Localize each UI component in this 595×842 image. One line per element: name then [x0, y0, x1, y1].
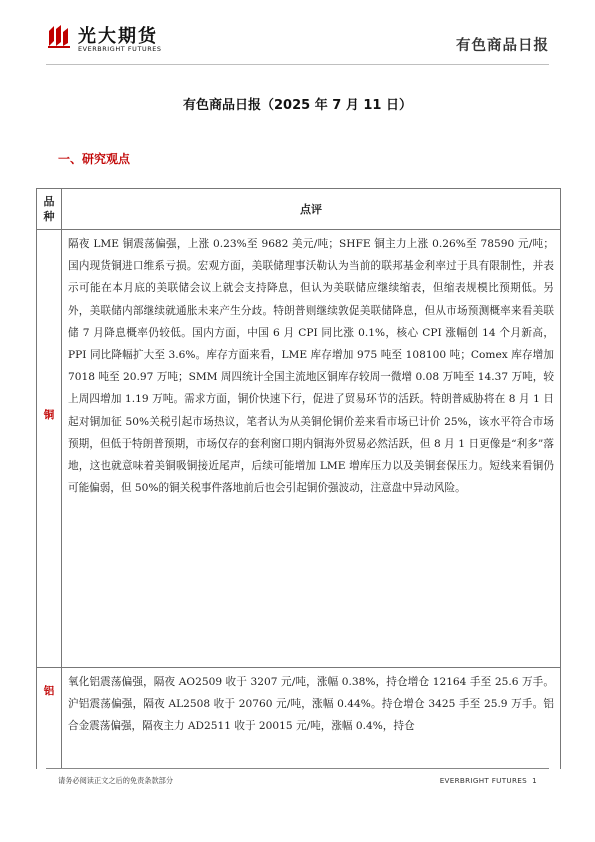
everbright-logo-icon	[46, 23, 72, 49]
table-row-category: 铝	[43, 685, 55, 697]
section-title: 一、研究观点	[58, 152, 131, 166]
page-number: 1	[532, 776, 537, 785]
table-row-category: 铜	[43, 409, 55, 421]
footer-disclaimer: 请务必阅读正文之后的免责条款部分	[58, 776, 174, 785]
table-header-divider	[37, 229, 560, 230]
footer-divider	[46, 768, 549, 769]
footer-brand-page	[440, 776, 537, 785]
table-column-divider	[61, 189, 62, 769]
table-header-comment: 点评	[300, 203, 322, 216]
table-row-text: 隔夜 LME 铜震荡偏强，上涨 0.23%至 9682 美元/吨；SHFE 铜主力上涨 0.26%至 78590 元/吨；国内现货铜进口维系亏损。宏观方面，美联储理事沃勒认为当前的联邦基金利率过于具有限制性，并表示可能在本月底的美联储会议上就会支持降息，但认为美联储应继续缩表，但缩表规模比预期低。另外，美联储内部继续就通胀未来产生分歧。特朗普则继续敦促美联储降息，但从市场预测概率来看美联储 7 月降息概率仍较低。国内方面，中国 6 月 CPI 同比涨 0.1%，核心 CPI 涨幅创 14 个月新高，PPI 同比降幅扩大至 3.6%。库存方面来看，LME 库存增加 975 吨至 108100 吨；Comex 库存增加 7018 吨至 20.97 万吨；SMM 周四统计全国主流地区铜库存较周一微增 0.08 万吨至 14.37 万吨，较上周四增加 1.19 万吨。需求方面，铜价快速下行，促进了贸易环节的活跃。特朗普威胁将在 8 月 1 日起对铜加征 50%关税引起市场热议，笔者认为从美铜伦铜价差来看市场已计价 25%，该水平符合市场预期，但低于特朗普预期，市场仅存的套利窗口期内铜海外贸易必然活跃，但 8 月 1 日更像是“利多”落地，这也就意味着美铜吸铜接近尾声，后续可能增加 LME 增库压力以及美铜套保压力。短线来看铜仍可能偏弱，但 50%的铜关税事件落地前后也会引起铜价强波动，注意盘中异动风险。	[68, 238, 554, 495]
brand-name-cn: 光大期货	[78, 26, 158, 47]
footer-brand: EVERBRIGHT FUTURES	[439, 776, 527, 785]
brand-name-en: EVERBRIGHT FUTURES	[78, 45, 162, 53]
table-header-category-char: 种	[43, 210, 55, 223]
table-row-divider	[37, 667, 560, 668]
header-divider	[46, 64, 549, 65]
table-header-category	[37, 189, 61, 229]
table-row-text: 氧化铝震荡偏强，隔夜 AO2509 收于 3207 元/吨，涨幅 0.38%，持仓增仓 12164 手至 25.6 万手。沪铝震荡偏强，隔夜 AL2508 收于 20760 元/吨，涨幅 0.44%。持仓增仓 3425 手至 25.9 万手。铝合金震荡偏强，隔夜主力 AD2511 收于 20015 元/吨，涨幅 0.4%，持仓	[68, 676, 554, 733]
commentary-table	[36, 188, 561, 769]
page-header	[0, 0, 595, 66]
document-title: 有色商品日报（2025 年 7 月 11 日）	[183, 98, 412, 113]
report-type-label: 有色商品日报	[456, 38, 549, 54]
table-header-category-char: 品	[43, 195, 55, 208]
